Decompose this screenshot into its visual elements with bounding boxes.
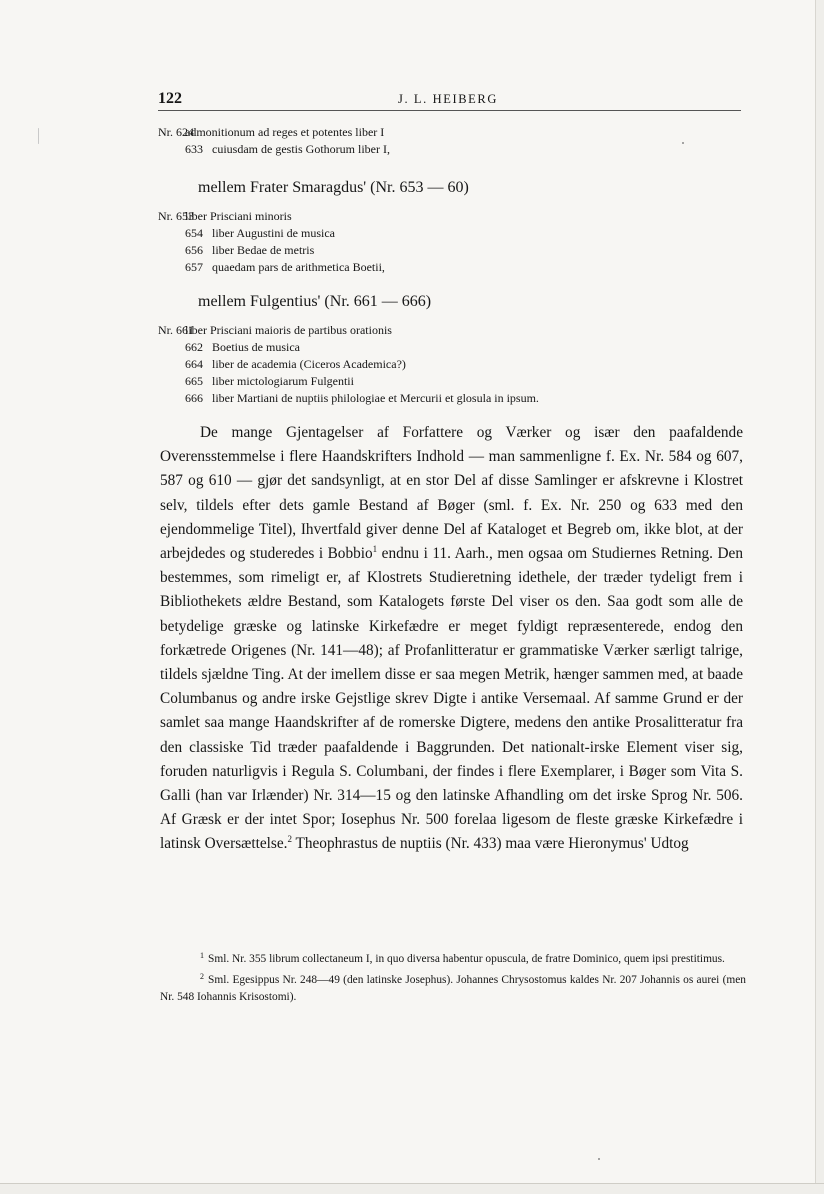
item-text: liber Augustini de musica xyxy=(212,226,335,240)
list-item xyxy=(158,124,390,141)
list-item xyxy=(158,356,539,373)
body-text-part: De mange Gjentagelser af Forfattere og Værker og især den paafaldende Overensstemmelse i flere Haandskrifters Indhold — man sammenligne f. Ex. Nr. 584 og 607, 587 og 610 — gjør det sandsynligt, at en stor Del af disse Samlinger er afskrevne i Klostret selv, tildels efter dets gamle Bestand af Bøger (sml. f. Ex. Nr. 250 og 633 med den ejendommelige Titel), Ihvertfald giver denne Del af Kataloget et Begreb om, ikke blot, at der arbejdedes og studeredes i Bobbio xyxy=(160,424,743,563)
page-edge-shadow xyxy=(815,0,824,1194)
footnotes xyxy=(160,947,746,1006)
list-item xyxy=(158,141,390,158)
item-text: liber Prisciani minoris xyxy=(185,209,292,223)
footnote xyxy=(160,947,746,968)
footnote-number: 2 xyxy=(200,972,204,981)
item-text: liber Martiani de nuptiis philologiae et Mercurii et glosula in ipsum. xyxy=(212,391,539,405)
item-number: Nr. 653 xyxy=(158,209,194,223)
item-number: 656 xyxy=(185,243,203,257)
item-text: liber Bedae de metris xyxy=(212,243,315,257)
footnote-ref[interactable]: 1 xyxy=(372,544,378,555)
item-text: liber Prisciani maioris de partibus orationis xyxy=(185,323,392,337)
item-number: 662 xyxy=(185,340,203,354)
list-item xyxy=(158,208,385,225)
body-text-part: Theophrastus de nuptiis (Nr. 433) maa være Hieronymus' Udtog xyxy=(291,835,689,853)
item-number: 657 xyxy=(185,260,203,274)
scan-speck xyxy=(598,1158,600,1160)
section-subhead: mellem Frater Smaragdus' (Nr. 653 — 60) xyxy=(198,179,469,196)
footnote-text: Sml. Nr. 355 librum collectaneum I, in quo diversa habentur opuscula, de fratre Dominico, quem ipsi prestitimus. xyxy=(208,953,725,965)
item-number: Nr. 661 xyxy=(158,323,194,337)
item-number: 665 xyxy=(185,374,203,388)
list-item xyxy=(158,390,539,407)
body-text-part: endnu i 11. Aarh., men ogsaa om Studiernes Retning. Den bestemmes, som rimeligt er, af Klostrets Studieretning idethele, der træder tydeligt frem i Bibliothekets ældre Bestand, som Katalogets første Del viser os den. Saa godt som alle de betydelige græske og latinske Kirkefædre er meget fyldigt repræsenterede, endog den forkætrede Origenes (Nr. 141—48); af Profanlitteratur er grammatiske Værker særligt talrige, tildels sjældne Ting. At der imellem disse er saa megen Metrik, hænger sammen med, at baade Columbanus og andre irske Gejstlige skrev Digte i antike Versemaal. Af samme Grund er der samlet saa mange Haandskrifter af de romerske Digtere, medens den antike Prosalitteratur fra den classiske Tid træder paafaldende i Baggrunden. Det nationalt-irske Element viser sig, foruden naturligvis i Regula S. Columbani, der findes i flere Exemplarer, i Bøger som Vita S. Galli (han var Irlænder) Nr. 314—15 og den latinske Afhandling om det irske Sprog Nr. 506. Af Græsk er der intet Spor; Iosephus Nr. 500 forelaa ligesom de fleste græske Kirkefædre i latinsk Oversættelse. xyxy=(160,545,743,853)
item-text: quaedam pars de arithmetica Boetii, xyxy=(212,260,385,274)
footnote xyxy=(160,968,746,1006)
item-text: admonitionum ad reges et potentes liber I xyxy=(185,125,385,139)
item-number: 666 xyxy=(185,391,203,405)
footnote-ref[interactable]: 2 xyxy=(287,834,292,845)
item-number: 654 xyxy=(185,226,203,240)
item-number: 664 xyxy=(185,357,203,371)
item-text: liber mictologiarum Fulgentii xyxy=(212,374,354,388)
list-item xyxy=(158,322,539,339)
section-subhead: mellem Fulgentius' (Nr. 661 — 666) xyxy=(198,293,432,310)
item-text: liber de academia (Ciceros Academica?) xyxy=(212,357,406,371)
item-text: Boetius de musica xyxy=(212,340,300,354)
item-number: Nr. 624 xyxy=(158,125,194,139)
item-text: cuiusdam de gestis Gothorum liber I, xyxy=(212,142,390,156)
manuscript-list-a xyxy=(158,124,390,158)
manuscript-list-c xyxy=(158,322,539,407)
manuscript-list-b xyxy=(158,208,385,276)
body-paragraph xyxy=(160,421,743,857)
list-item xyxy=(158,339,539,356)
list-item xyxy=(158,259,385,276)
footnote-number: 1 xyxy=(200,951,204,960)
item-number: 633 xyxy=(185,142,203,156)
page-header xyxy=(158,88,741,111)
list-item xyxy=(158,225,385,242)
list-item xyxy=(158,373,539,390)
scan-speck xyxy=(38,128,39,144)
page-bottom-edge xyxy=(0,1183,824,1194)
footnote-text: Sml. Egesippus Nr. 248—49 (den latinske Josephus). Johannes Chrysostomus kaldes Nr. 207 Johannis os aurei (men Nr. 548 Iohannis Krisostomi). xyxy=(160,974,746,1003)
page-number: 122 xyxy=(158,90,182,107)
list-item xyxy=(158,242,385,259)
scan-speck xyxy=(682,142,684,144)
running-head: J. L. HEIBERG xyxy=(398,92,498,106)
